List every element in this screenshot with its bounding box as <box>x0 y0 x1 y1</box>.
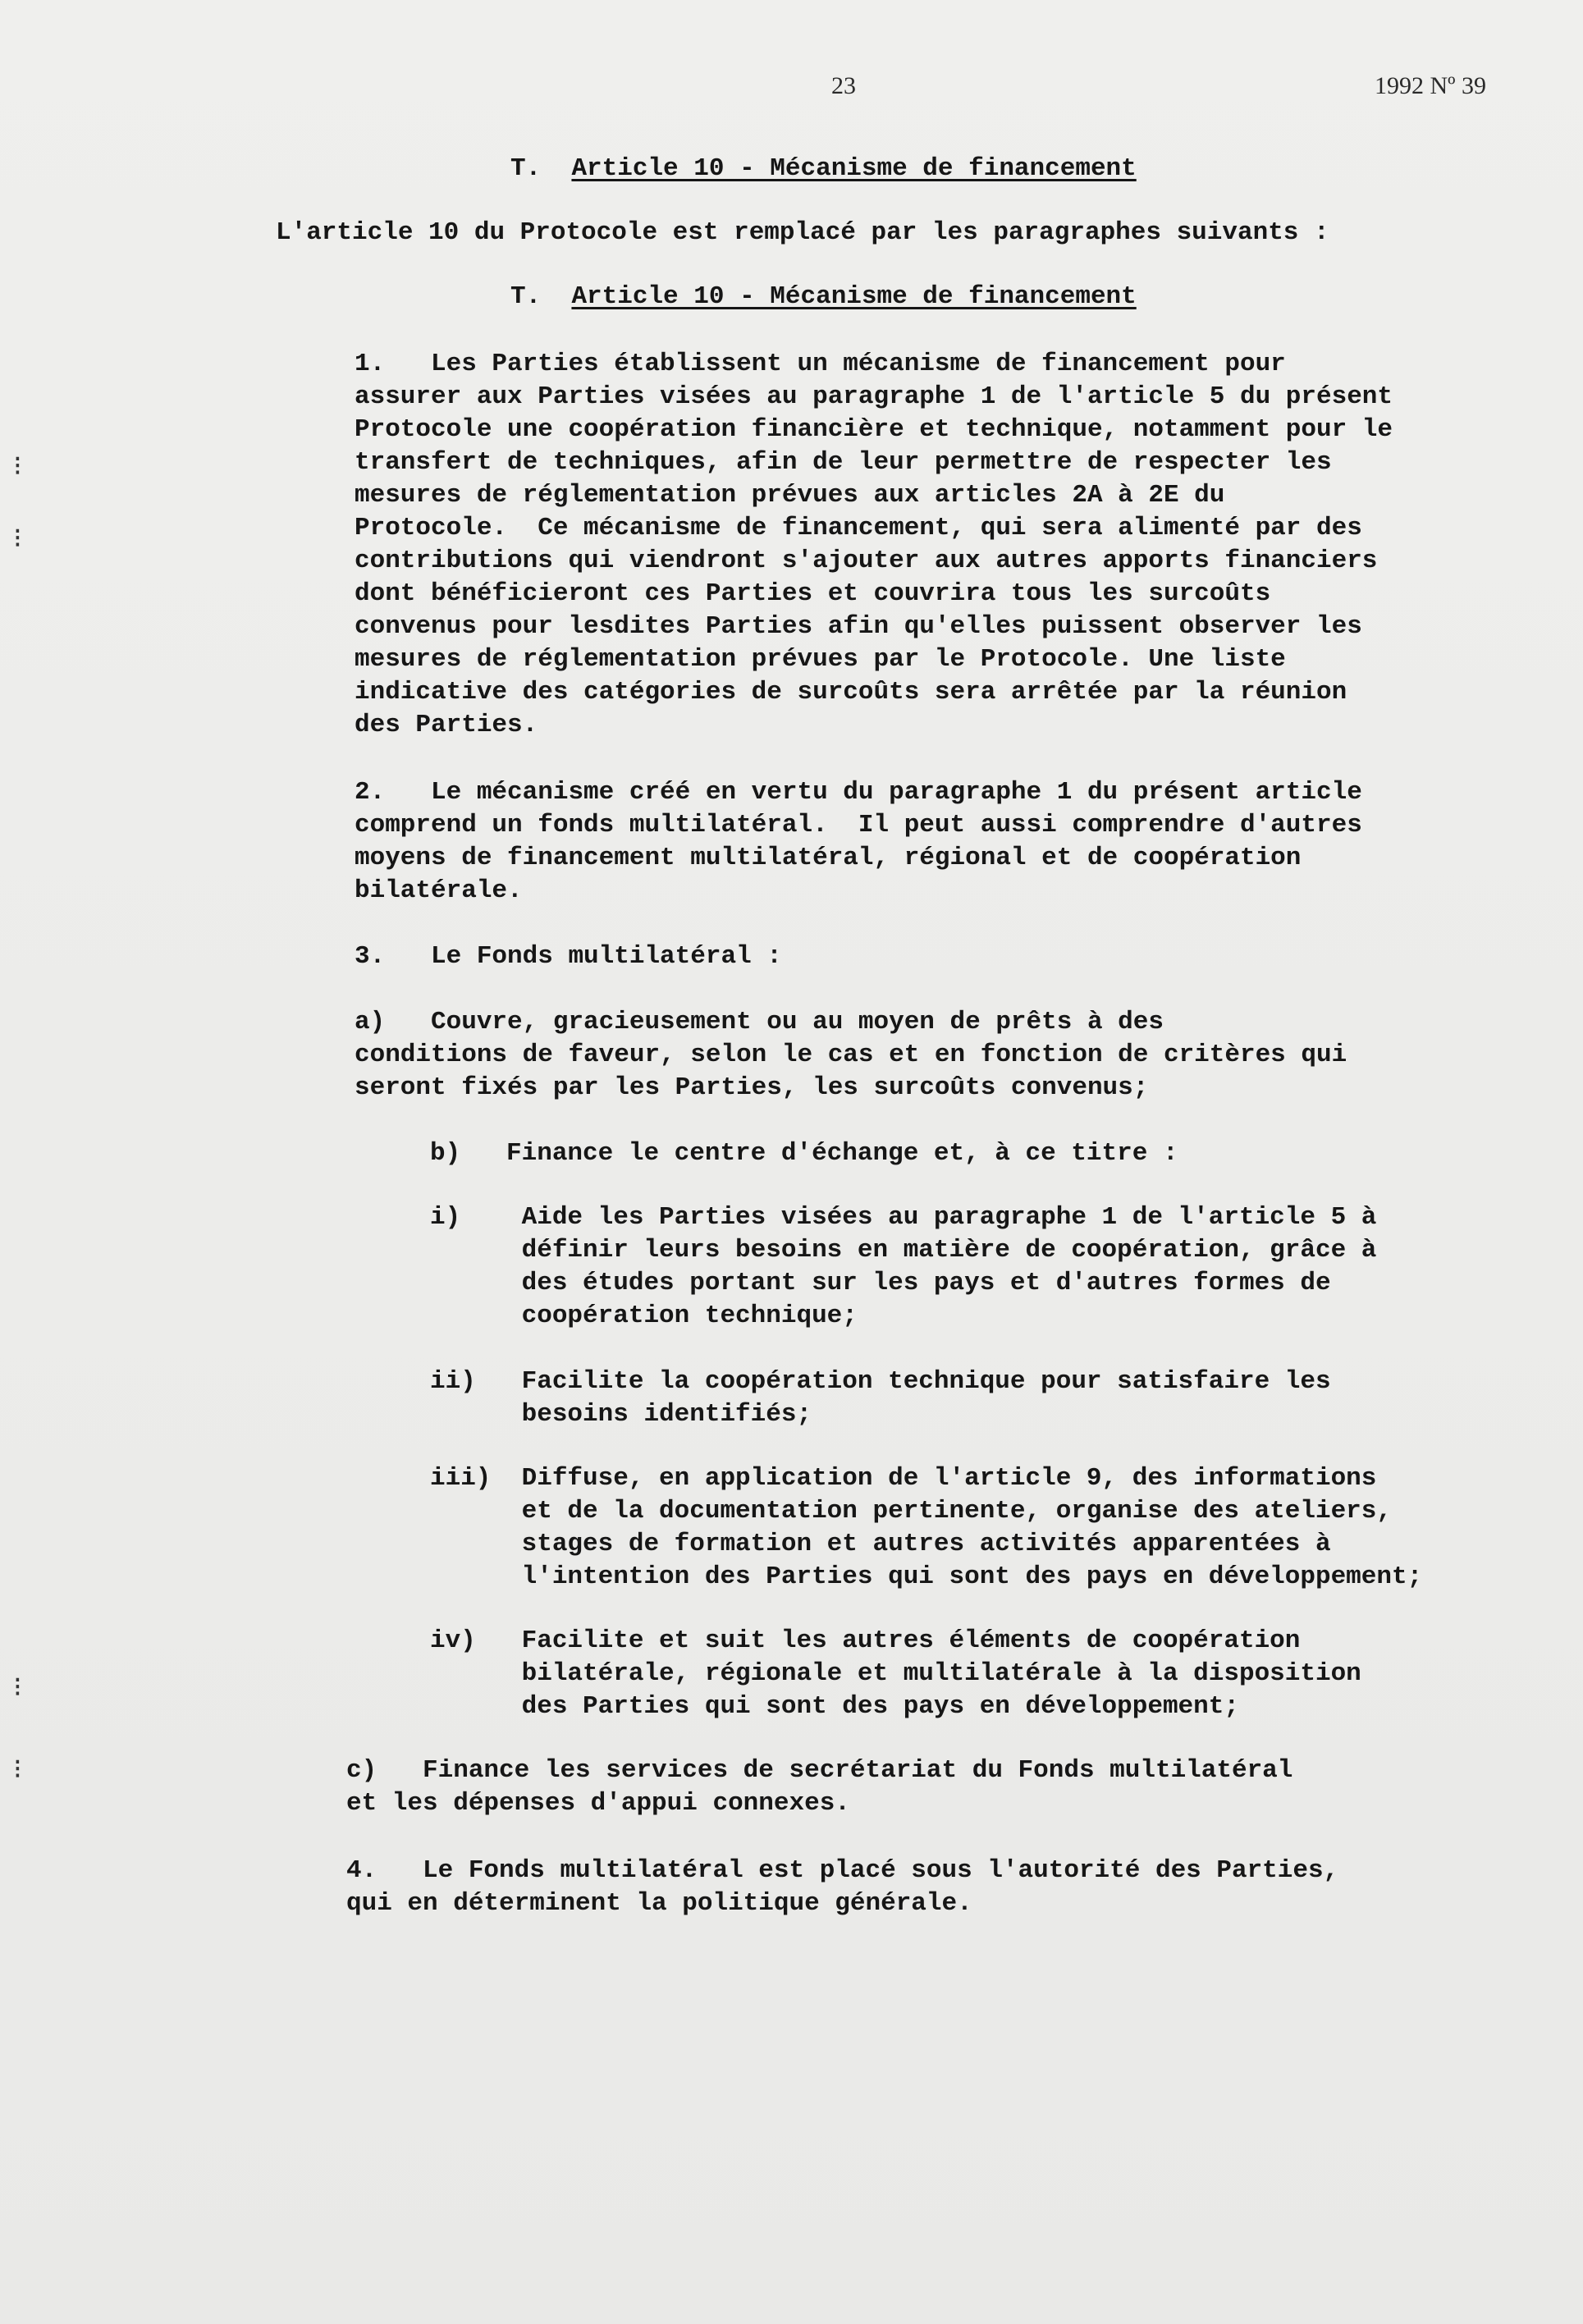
item-ii-line: besoins identifiés; <box>430 1400 812 1429</box>
para1-line: transfert de techniques, afin de leur permettre de respecter les <box>355 448 1332 477</box>
section-letter: T. <box>510 154 542 183</box>
para1-line: dont bénéficieront ces Parties et couvrira tous les surcoûts <box>355 579 1271 608</box>
para4-line: qui en déterminent la politique générale. <box>346 1889 972 1918</box>
item-i-line: i) Aide les Parties visées au paragraphe 1 de l'article 5 à <box>430 1203 1377 1232</box>
binding-mark: ⁝ <box>13 451 22 482</box>
item-iii-line: l'intention des Parties qui sont des pays en développement; <box>430 1562 1423 1591</box>
para3a-line: seront fixés par les Parties, les surcoûts convenus; <box>355 1073 1149 1102</box>
para1-line: Protocole. Ce mécanisme de financement, qui sera alimenté par des <box>355 514 1362 542</box>
item-iv-line: des Parties qui sont des pays en développement; <box>430 1692 1239 1721</box>
para3c-line: c) Finance les services de secrétariat du Fonds multilatéral <box>346 1756 1293 1785</box>
item-iii-line: iii) Diffuse, en application de l'article 9, des informations <box>430 1464 1377 1493</box>
document-reference: 1992 Nº 39 <box>1375 72 1486 99</box>
binding-mark: ⁝ <box>13 524 22 554</box>
para1-line: assurer aux Parties visées au paragraphe 1 de l'article 5 du présent <box>355 382 1393 411</box>
para1-line: contributions qui viendront s'ajouter aux autres apports financiers <box>355 547 1378 575</box>
para2-line: bilatérale. <box>355 876 523 905</box>
para3a-line: conditions de faveur, selon le cas et en fonction de critères qui <box>355 1041 1347 1069</box>
article-letter: T. <box>510 282 542 311</box>
para1-line: Protocole une coopération financière et technique, notamment pour le <box>355 415 1393 444</box>
para2-line: moyens de financement multilatéral, régional et de coopération <box>355 844 1302 872</box>
item-iii-line: et de la documentation pertinente, organise des ateliers, <box>430 1497 1392 1526</box>
para3-line: 3. Le Fonds multilatéral : <box>355 942 782 971</box>
item-i-line: coopération technique; <box>430 1302 858 1330</box>
item-i-line: définir leurs besoins en matière de coopération, grâce à <box>430 1236 1377 1265</box>
section-title <box>510 154 1137 183</box>
para3b-line: b) Finance le centre d'échange et, à ce titre : <box>430 1139 1178 1168</box>
para4-line: 4. Le Fonds multilatéral est placé sous l'autorité des Parties, <box>346 1856 1339 1885</box>
para1-line: des Parties. <box>355 711 538 739</box>
binding-mark: ⁝ <box>13 1672 22 1703</box>
intro-text: L'article 10 du Protocole est remplacé par les paragraphes suivants : <box>276 218 1329 247</box>
para1-line: mesures de réglementation prévues par le Protocole. Une liste <box>355 645 1286 674</box>
item-iv-line: iv) Facilite et suit les autres éléments de coopération <box>430 1626 1301 1655</box>
para3a-line: a) Couvre, gracieusement ou au moyen de prêts à des <box>355 1008 1164 1036</box>
para3c-line: et les dépenses d'appui connexes. <box>346 1789 850 1818</box>
article-title-text: Article 10 - Mécanisme de financement <box>571 282 1137 311</box>
para1-line: 1. Les Parties établissent un mécanisme de financement pour <box>355 350 1286 378</box>
item-iv-line: bilatérale, régionale et multilatérale à la disposition <box>430 1659 1361 1688</box>
section-title-text: Article 10 - Mécanisme de financement <box>571 154 1137 183</box>
para2-line: 2. Le mécanisme créé en vertu du paragraphe 1 du présent article <box>355 778 1362 807</box>
article-title <box>510 282 1137 311</box>
item-i-line: des études portant sur les pays et d'autres formes de <box>430 1269 1331 1297</box>
para2-line: comprend un fonds multilatéral. Il peut aussi comprendre d'autres <box>355 811 1362 839</box>
para1-line: convenus pour lesdites Parties afin qu'elles puissent observer les <box>355 612 1362 641</box>
para1-line: mesures de réglementation prévues aux articles 2A à 2E du <box>355 481 1225 510</box>
item-iii-line: stages de formation et autres activités apparentées à <box>430 1530 1331 1558</box>
page-number: 23 <box>831 72 856 99</box>
binding-mark: ⁝ <box>13 1754 22 1785</box>
para1-line: indicative des catégories de surcoûts sera arrêtée par la réunion <box>355 678 1347 707</box>
item-ii-line: ii) Facilite la coopération technique pour satisfaire les <box>430 1367 1331 1396</box>
